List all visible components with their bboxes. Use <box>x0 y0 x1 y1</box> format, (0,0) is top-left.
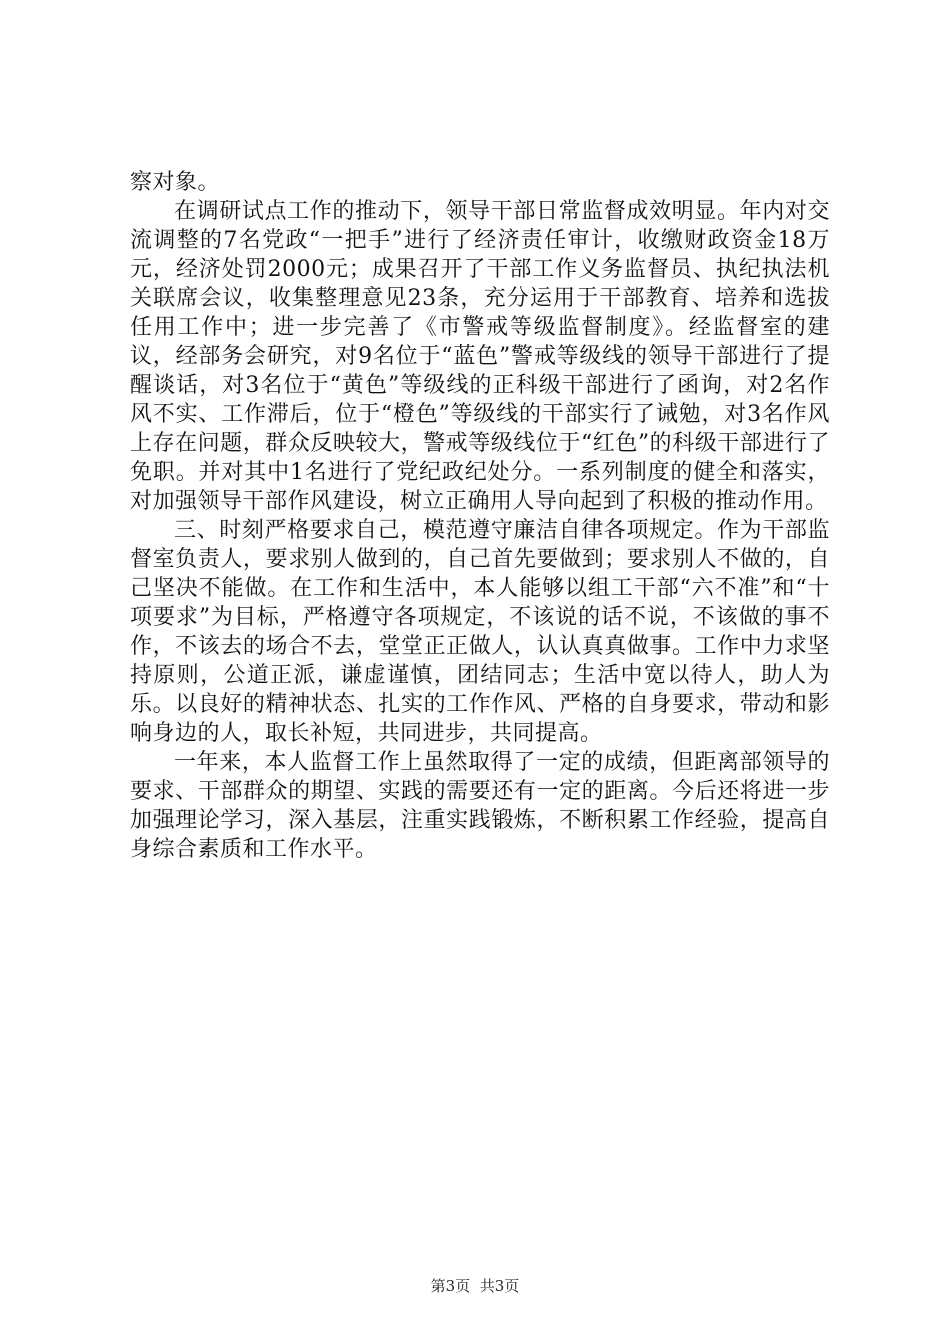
page-footer <box>0 1275 950 1296</box>
paragraph-supervision-results: 在调研试点工作的推动下，领导干部日常监督成效明显。年内对交流调整的7名党政“一把手”进行了经济责任审计，收缴财政资金18万元，经济处罚2000元；成果召开了干部工作义务监督员、执纪执法机关联席会议，收集整理意见23条，充分运用于干部教育、培养和选拔任用工作中；进一步完善了《市警戒等级监督制度》。经监督室的建议，经部务会研究，对9名位于“蓝色”警戒等级线的领导干部进行了提醒谈话，对3名位于“黄色”等级线的正科级干部进行了函询，对2名作风不实、工作滞后，位于“橙色”等级线的干部实行了诫勉，对3名作风上存在问题，群众反映较大，警戒等级线位于“红色”的科级干部进行了免职。并对其中1名进行了党纪政纪处分。一系列制度的健全和落实，对加强领导干部作风建设，树立正确用人导向起到了积极的推动作用。 <box>130 199 830 514</box>
document-body <box>130 168 830 864</box>
page-number: 第3页 <box>430 1277 471 1295</box>
paragraph-conclusion: 一年来，本人监督工作上虽然取得了一定的成绩，但距离部领导的要求、干部群众的期望、实践的需要还有一定的距离。今后还将进一步加强理论学习，深入基层，注重实践锻炼，不断积累工作经验，提高自身综合素质和工作水平。 <box>130 750 830 862</box>
paragraph-continuation: 察对象。 <box>130 170 221 195</box>
page-total: 共3页 <box>479 1277 520 1295</box>
paragraph-self-discipline: 三、时刻严格要求自己，模范遵守廉洁自律各项规定。作为干部监督室负责人，要求别人做到的，自己首先要做到；要求别人不做的，自己坚决不能做。在工作和生活中，本人能够以组工干部“六不准”和“十项要求”为目标，严格遵守各项规定，不该说的话不说，不该做的事不作，不该去的场合不去，堂堂正正做人，认认真真做事。工作中力求坚持原则，公道正派，谦虚谨慎，团结同志；生活中宽以待人，助人为乐。以良好的精神状态、扎实的工作作风、严格的自身要求，带动和影响身边的人，取长补短，共同进步，共同提高。 <box>130 518 830 746</box>
